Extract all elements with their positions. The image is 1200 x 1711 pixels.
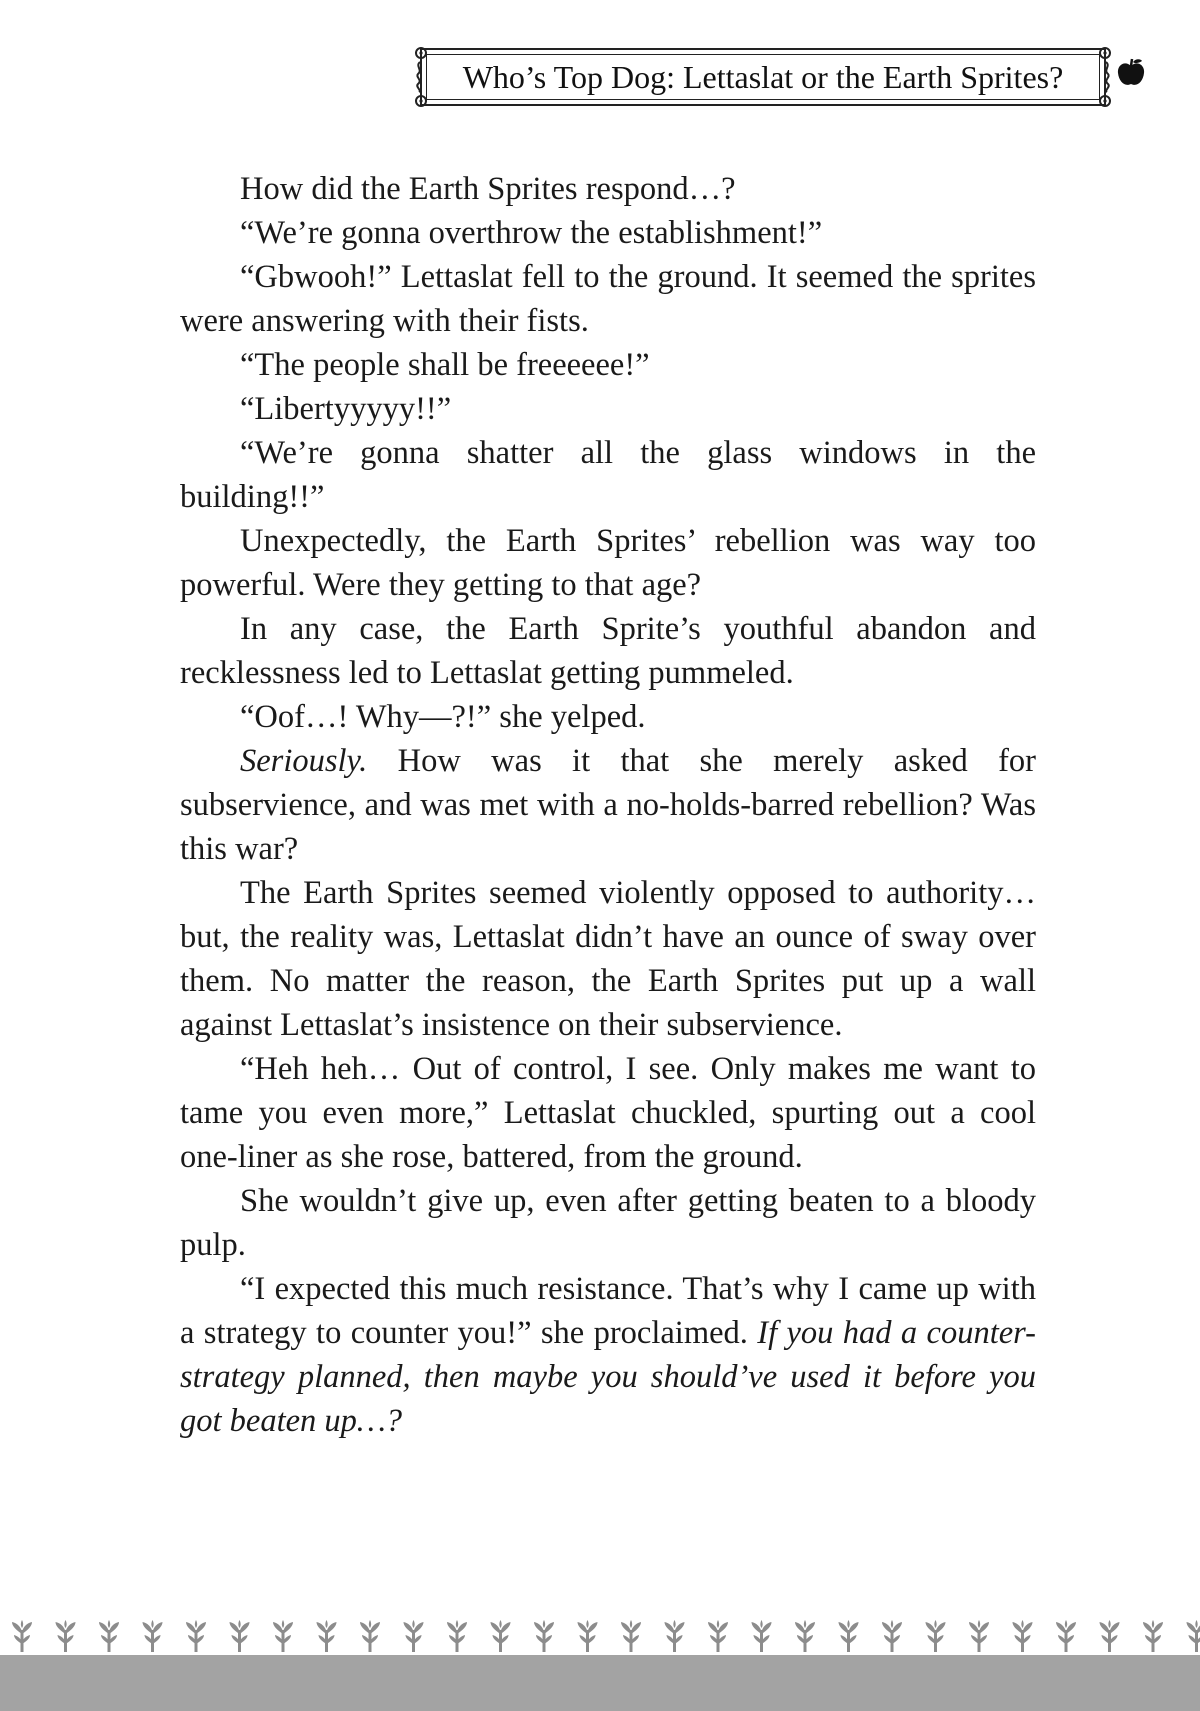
- paragraph: “Heh heh… Out of control, I see. Only makes me want to tame you even more,” Lettaslat chuckled, spurting out a cool one-liner as she rose, battered, from the ground.: [180, 1051, 1036, 1175]
- paragraph: The Earth Sprites seemed violently opposed to authority…but, the reality was, Lettaslat didn’t have an ounce of sway over them. No matter the reason, the Earth Sprites put up a wall against Lettaslat’s insistence on their subservience.: [180, 875, 1036, 1043]
- sprout-icon: [621, 1620, 641, 1652]
- paragraph: “Libertyyyyy!!”: [240, 391, 452, 427]
- paragraph: “We’re gonna shatter all the glass windows in the building!!”: [180, 435, 1036, 515]
- sprout-icon: [752, 1620, 772, 1652]
- italic-emphasis: Seriously.: [240, 743, 368, 779]
- sprout-icon: [360, 1620, 380, 1652]
- sprout-icon: [882, 1620, 902, 1652]
- sprout-icon: [1187, 1620, 1200, 1652]
- sprout-icon: [1100, 1620, 1120, 1652]
- sprout-icon: [926, 1620, 946, 1652]
- sprout-icon: [1143, 1620, 1163, 1652]
- footer-band: [0, 1655, 1200, 1711]
- sprout-icon: [665, 1620, 685, 1652]
- paragraph: How did the Earth Sprites respond…?: [240, 171, 736, 207]
- paragraph: “We’re gonna overthrow the establishment!”: [240, 215, 823, 251]
- sprout-icon: [56, 1620, 76, 1652]
- paragraph: “Gbwooh!” Lettaslat fell to the ground. It seemed the sprites were answering with their fists.: [180, 259, 1036, 339]
- running-header: [412, 44, 1114, 110]
- apple-icon: [1114, 56, 1148, 90]
- sprout-icon: [273, 1620, 293, 1652]
- sprout-icon: [143, 1620, 163, 1652]
- sprout-icon: [795, 1620, 815, 1652]
- sprout-icon: [1056, 1620, 1076, 1652]
- paragraph-text: “I expected this much resistance. That’s why I came up with a strategy to counter you!” she proclaimed.: [180, 1271, 1036, 1351]
- sprout-icon: [1013, 1620, 1033, 1652]
- sprout-icon: [534, 1620, 554, 1652]
- body-text: [180, 167, 1036, 1443]
- sprout-icon: [99, 1620, 119, 1652]
- sprout-icon: [839, 1620, 859, 1652]
- sprout-icon: [578, 1620, 598, 1652]
- paragraph: Unexpectedly, the Earth Sprites’ rebellion was way too powerful. Were they getting to that age?: [180, 523, 1036, 603]
- sprout-icon: [186, 1620, 206, 1652]
- sprout-icon: [12, 1620, 32, 1652]
- sprout-icon: [969, 1620, 989, 1652]
- paragraph: [180, 739, 1036, 871]
- page-title: Who’s Top Dog: Lettaslat or the Earth Sprites?: [462, 59, 1064, 95]
- paragraph: She wouldn’t give up, even after getting beaten to a bloody pulp.: [180, 1183, 1036, 1263]
- paragraph: In any case, the Earth Sprite’s youthful abandon and recklessness led to Lettaslat getting pummeled.: [180, 611, 1036, 691]
- sprout-icon: [230, 1620, 250, 1652]
- footer-border: [0, 1600, 1200, 1711]
- paragraph: “The people shall be freeeeee!”: [240, 347, 650, 383]
- sprout-icon: [447, 1620, 467, 1652]
- sprout-icon: [491, 1620, 511, 1652]
- sprout-icon: [404, 1620, 424, 1652]
- sprout-icon: [317, 1620, 337, 1652]
- sprout-icon: [708, 1620, 728, 1652]
- paragraph: “Oof…! Why—?!” she yelped.: [240, 699, 646, 735]
- paragraph: [180, 1267, 1036, 1443]
- italic-aside: If you had a counter-strategy planned, then maybe you should’ve used it before you got beaten up…?: [180, 1315, 1036, 1439]
- paragraph-text: How was it that she merely asked for subservience, and was met with a no-holds-barred rebellion? Was this war?: [180, 743, 1036, 867]
